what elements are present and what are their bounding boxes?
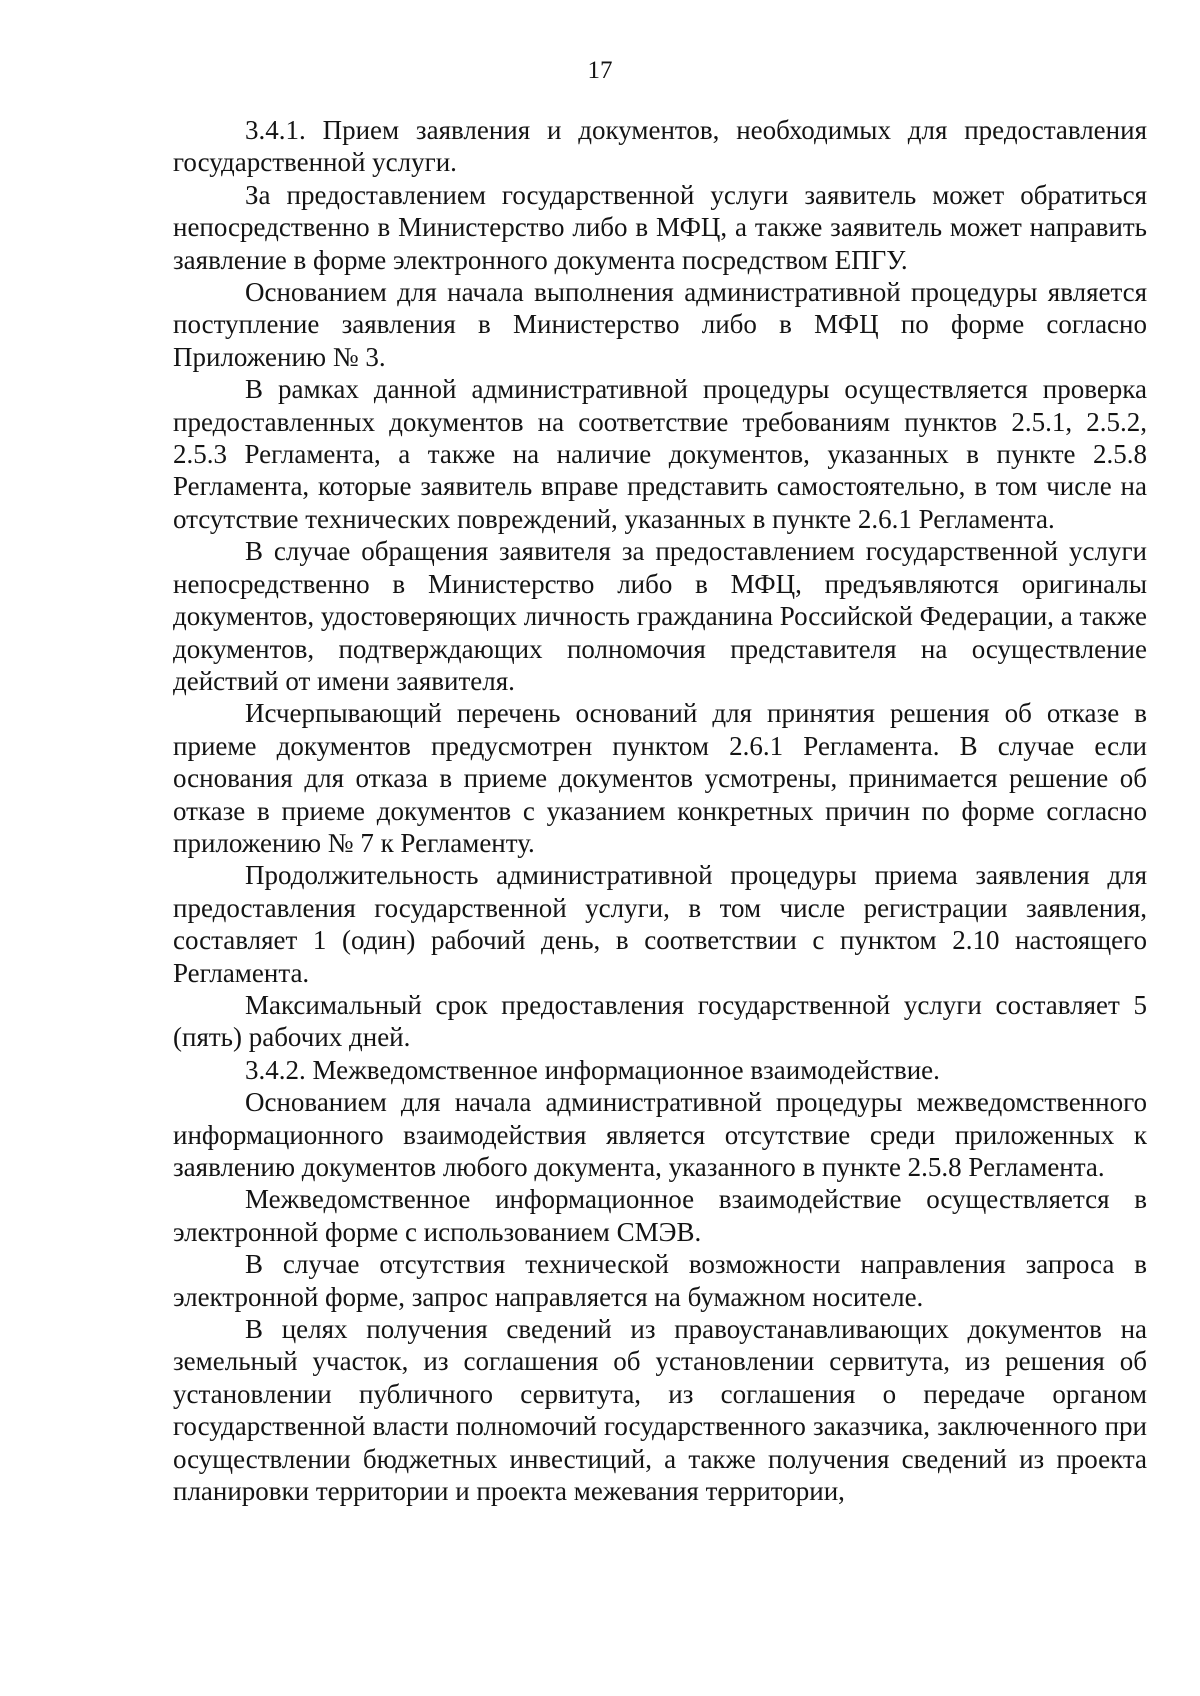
paragraph-application-channels: За предоставлением государственной услуги заявитель может обратиться непосредственно в Министерство либо в МФЦ, а также заявитель может направить заявление в форме электронного документа посредством ЕПГУ. <box>173 179 1147 275</box>
paragraph-refusal-grounds: Исчерпывающий перечень оснований для принятия решения об отказе в приеме документов предусмотрен пунктом 2.6.1 Регламента. В случае если основания для отказа в приеме документов усмотрены, принимается решение об отказе в приеме документов с указанием конкретных причин по форме согласно приложению № 7 к Регламенту. <box>173 698 1147 858</box>
paragraph-paper-request: В случае отсутствия технической возможности направления запроса в электронной форме, запрос направляется на бумажном носителе. <box>173 1249 1147 1312</box>
paragraph-original-documents: В случае обращения заявителя за предоставлением государственной услуги непосредственно в Министерство либо в МФЦ, предъявляются оригиналы документов, удостоверяющих личность гражданина Российской Федерации, а также документов, подтверждающих полномочия представителя на осуществление действий от имени заявителя. <box>173 536 1147 696</box>
paragraph-document-check: В рамках данной административной процедуры осуществляется проверка предоставленных документов на соответствие требованиям пунктов 2.5.1, 2.5.2, 2.5.3 Регламента, а также на наличие документов, указанных в пункте 2.5.8 Регламента, которые заявитель вправе представить самостоятельно, в том числе на отсутствие технических повреждений, указанных в пункте 2.6.1 Регламента. <box>173 374 1147 534</box>
paragraph-maximum-term: Максимальный срок предоставления государственной услуги составляет 5 (пять) рабочих дней. <box>173 989 1147 1053</box>
paragraph-3-4-2-heading: 3.4.2. Межведомственное информационное взаимодействие. <box>245 1054 940 1085</box>
paragraph-procedure-basis: Основанием для начала выполнения административной процедуры является поступление заявления в Министерство либо в МФЦ по форме согласно Приложению № 3. <box>173 277 1147 372</box>
paragraph-procedure-duration: Продолжительность административной процедуры приема заявления для предоставления государственной услуги, в том числе регистрации заявления, составляет 1 (один) рабочий день, в соответствии с пунктом 2.10 настоящего Регламента. <box>173 860 1147 988</box>
paragraph-interagency-basis: Основанием для начала административной процедуры межведомственного информационного взаимодействия является отсутствие среди приложенных к заявлению документов любого документа, указанного в пункте 2.5.8 Регламента. <box>173 1087 1147 1182</box>
document-body <box>173 114 1147 1507</box>
paragraph-information-purposes: В целях получения сведений из правоустанавливающих документов на земельный участок, из соглашения об установлении сервитута, из решения об установлении публичного сервитута, из соглашения о передаче органом государственной власти полномочий государственного заказчика, заключенного при осуществлении бюджетных инвестиций, а также получения сведений из проекта планировки территории и проекта межевания территории, <box>173 1314 1147 1507</box>
page-number: 17 <box>587 57 613 84</box>
paragraph-3-4-1-heading: 3.4.1. Прием заявления и документов, необходимых для предоставления государственной услуги. <box>173 115 1147 178</box>
paragraph-smev-interaction: Межведомственное информационное взаимодействие осуществляется в электронной форме с использованием СМЭВ. <box>173 1184 1147 1247</box>
